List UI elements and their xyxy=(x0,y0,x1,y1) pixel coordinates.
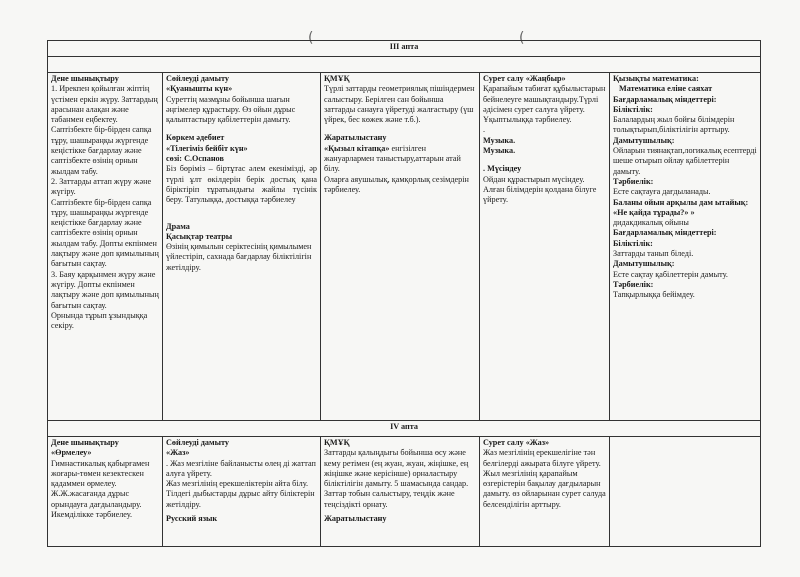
speech-development-cell xyxy=(163,437,321,547)
paragraph: Жаз мезгілінің ерекшелігіне тән белгілерді ажырата білуге үйрету. Жыл мезгілінің қарапайым өзгерістерін бақылау дағдыларын дамыту. өз ойларынан сурет салуда белсенділігін арттыру. xyxy=(483,448,606,509)
text-line: Саптізбекте бір-бірден сапқа тұру, шашыраңқы жүргенде кеңістікке бағдарлау және саптізбекте өзінің орнын жылдам табу. xyxy=(51,125,152,176)
heading: Біліктілік: xyxy=(613,238,653,248)
music-label: Музыка. xyxy=(483,146,516,156)
paragraph-inline: енгізілген жануарлармен таныстыру,аттарын атай білу. xyxy=(324,143,461,174)
paragraph: Түрлі заттарды геометриялық пішіндермен салыстыру. Берілген сан бойынша заттарды санауға үйретуді жалғастыру (үш үйрек, бес көжек және т.б.). xyxy=(324,84,475,125)
subtitle: Қасықтар театры xyxy=(166,231,233,241)
subtitle: «Тілегіміз бейбіт күн» xyxy=(166,143,248,153)
heading: Дамытушылық: xyxy=(613,135,675,145)
cell-title: ҚМҰҚ xyxy=(324,74,350,83)
week-content-row xyxy=(48,437,761,547)
paragraph: Тапқырлыққа бейімдеу. xyxy=(613,290,695,300)
scan-artifact-left: ( xyxy=(308,30,314,46)
speech-development-cell xyxy=(163,73,321,421)
text-line: 2. Заттарды аттап жүру және жүгіру. xyxy=(51,176,152,197)
week-header-row xyxy=(48,41,761,57)
subtitle: Жаратылыстану xyxy=(324,514,387,524)
text-line: 1. Ирекпен қойылған жіптің үстімен еркін жүру. Заттардың арасынан алақан және табанмен еңбектеу. xyxy=(51,84,158,125)
heading: Бағдарламалық міндеттері: xyxy=(613,94,717,104)
subtitle: «Өрмелеу» xyxy=(51,448,92,458)
heading: Баланы ойын арқылы дам ытайық: xyxy=(613,197,749,207)
text-line: 3. Баяу қарқынмен жүру және жүгіру. Допты екпінмен лақтыру және доп қимылының бағытын сақтау. xyxy=(51,269,159,310)
paragraph: . Жаз мезгіліне байланысты өлең ді жаттап алуға үйрету. xyxy=(166,458,316,478)
physical-education-cell xyxy=(48,437,163,547)
music-label: Музыка. xyxy=(483,135,516,145)
cell-title: Қызықты математика: xyxy=(613,74,699,83)
subtitle: Драма xyxy=(166,221,190,231)
heading: Біліктілік: xyxy=(613,104,653,114)
paragraph: Балалардың жыл бойғы білімдерін толықтырып,біліктілігін арттыру. xyxy=(613,115,735,135)
cell-title: Сурет салу «Жаңбыр» xyxy=(483,74,566,83)
subtitle: Жаратылыстану xyxy=(324,133,387,143)
cell-title: Сурет салу «Жаз» xyxy=(483,438,550,447)
heading: Бағдарламалық міндеттері: xyxy=(613,228,717,238)
paragraph: Заттарды қалыңдығы бойынша өсу және кему ретімен (ең жуан, жуан, жіңішке, ең жіңішке және керісінше) орналастыру біліктілігін дамыту. 5 шамасында сандар. Заттар тобын салыстыру, теңдік және теңсіздікті орнату. xyxy=(324,448,469,509)
subtitle: «Қуанышты күн» xyxy=(166,84,233,94)
text-line: Саптізбекте бір-бірден сапқа тұру, шашыраңқы жүргенде кеңістікке бағдарлау және саптізбекте өзінің орнын жылдам табу. Допты екпінмен лақтыру және доп қимылының бағытын сақтау. xyxy=(51,197,159,269)
paragraph: Қарапайым табиғат құбылыстарын бейнелеуге машықтандыру.Түрлі әдісімен сурет салуға үйрету. Ұқыптылыққа тәрбиелеу. xyxy=(483,84,606,125)
cell-title: Сөйлеуді дамыту xyxy=(166,74,230,83)
cell-title: Сөйлеуді дамыту xyxy=(166,438,230,447)
paragraph: Ойларын тиянақтап,логикалық есептерді шеше отырып ойлау қабілеттерін дамыту. xyxy=(613,146,757,176)
drawing-cell xyxy=(480,73,610,421)
subtitle: «Жаз» xyxy=(166,448,190,458)
paragraph: Біз бөріміз – біртұтас әлем екеніміздi, әр түрлі ұлт өкілдерін берік достық қана біріктіріп тұратындығы жайлы түсінік беру. Татулыққа, достыққа тәрбиелеу xyxy=(166,164,317,205)
paragraph: Есте сақтауға дағдыланады. xyxy=(613,187,711,197)
paragraph: Жаз мезгілінің ерекшеліктерін айта білу. xyxy=(166,479,309,489)
paragraph xyxy=(324,144,476,175)
paragraph: дидакдикалық ойыны xyxy=(613,218,689,228)
subtitle: сөзі: С.Оспанов xyxy=(166,154,224,164)
subtitle-inline: «Қызыл кітапқа» xyxy=(324,143,390,153)
paragraph: Өзінің қимылын серіктесінің қимылымен үйлестіріп, сахнада бағдарлау біліктілігін жетілдіру. xyxy=(166,242,312,272)
heading: Тәрбиелік: xyxy=(613,279,654,289)
blank-row xyxy=(48,57,761,73)
math-nature-cell xyxy=(321,73,480,421)
dot: . xyxy=(483,125,486,135)
subtitle: . Мүсіндеу xyxy=(483,164,522,174)
math-nature-cell xyxy=(321,437,480,547)
physical-education-cell xyxy=(48,73,163,421)
heading: Тәрбиелік: xyxy=(613,176,654,186)
paragraph: Ойдан құрастырып мүсіндеу. Алған білімдерін қолдана білуге үйрету. xyxy=(483,174,597,205)
subtitle: Математика еліне саяхат xyxy=(619,84,713,94)
subtitle: Русский язык xyxy=(166,514,218,524)
week-content-row xyxy=(48,73,761,421)
blank-cell xyxy=(48,57,761,73)
cell-title: Дене шынықтыру xyxy=(51,74,119,83)
scan-artifact-right: ( xyxy=(519,30,525,46)
paragraph: Оларға аяушылық, қамқорлық сезімдерін тәрбиелеу. xyxy=(324,174,469,194)
cell-title: ҚМҰҚ xyxy=(324,438,350,447)
week-header-row xyxy=(48,421,761,437)
heading: «Не қайда тұрады?» » xyxy=(613,207,695,217)
fun-math-cell xyxy=(610,73,761,421)
lesson-plan-table xyxy=(47,40,761,547)
paragraph: Гимнастикалық қабырғамен жоғары-төмен кезектескен қадаммен өрмелеу. Ж.Ж.жасағанда дұрыс орындауға дағдыландыру. Икемділікке тәрбиелеу. xyxy=(51,458,150,520)
empty-cell xyxy=(610,437,761,547)
paragraph: Заттарды танып біледі. xyxy=(613,249,694,259)
week-title: IV апта xyxy=(48,421,761,437)
text-line: Орнында тұрып ұзындыққа секіру. xyxy=(51,310,148,331)
paragraph: Есте сақтау қабілеттерін дамыту. xyxy=(613,269,728,279)
subtitle: Көркем әдебиет xyxy=(166,133,225,143)
week-title: III апта xyxy=(48,41,761,57)
cell-title: Дене шынықтыру xyxy=(51,438,119,447)
paragraph: Тілдегі дыбыстарды дұрыс айту біліктерін жетілдіру. xyxy=(166,489,315,509)
drawing-cell xyxy=(480,437,610,547)
heading: Дамытушылық: xyxy=(613,259,675,269)
paragraph: Суреттің мазмұны бойынша шағын әңгімелер құрастыру. Өз ойын дұрыс қалыптастыру қабілеттерін дамыту. xyxy=(166,94,296,125)
